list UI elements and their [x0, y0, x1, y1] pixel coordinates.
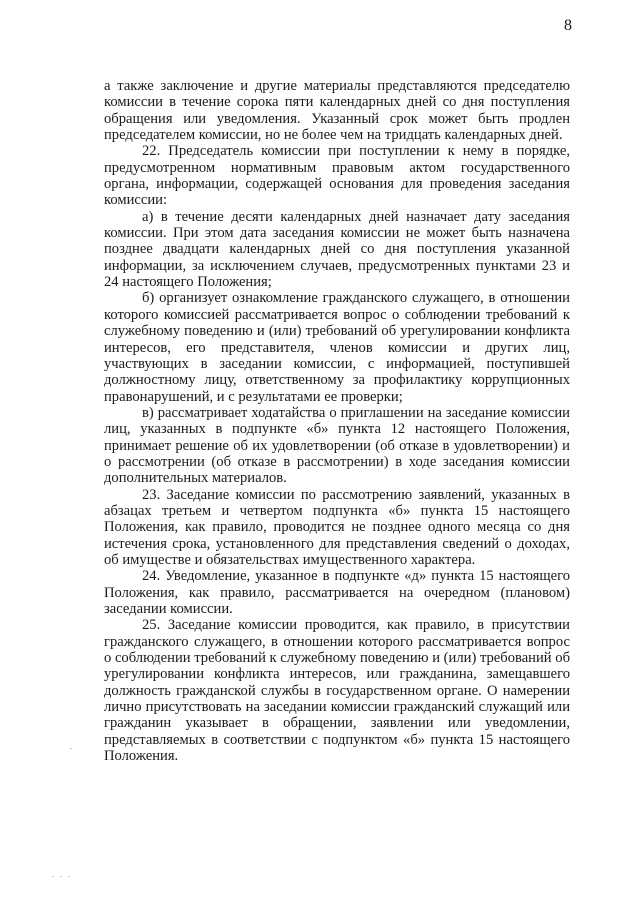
paragraph-subitem-b: б) организует ознакомление гражданского служащего, в отношении которого комиссией рассматривается вопрос о соблюдении требований к служебному поведению и (или) требований об урегулировании конфликта интересов, его представителя, членов комиссии и других лиц, участвующих в заседании комиссии, с информацией, поступившей должностному лицу, ответственному за профилактику коррупционных правонарушений, и с результатами ее проверки;: [104, 290, 570, 405]
paragraph-continuation: а также заключение и другие материалы представляются председателю комиссии в течение сорока пяти календарных дней со дня поступления обращения или уведомления. Указанный срок может быть продлен председателем комиссии, но не более чем на тридцать календарных дней.: [104, 78, 570, 144]
paragraph-item-24: 24. Уведомление, указанное в подпункте «д» пункта 15 настоящего Положения, как правило, рассматривается на очередном (плановом) заседании комиссии.: [104, 568, 570, 617]
document-body: [104, 78, 570, 764]
paragraph-subitem-v: в) рассматривает ходатайства о приглашении на заседание комиссии лиц, указанных в подпункте «б» пункта 12 настоящего Положения, принимает решение об их удовлетворении (об отказе в удовлетворении) и о рассмотрении (об отказе в рассмотрении) в ходе заседания комиссии дополнительных материалов.: [104, 404, 570, 487]
paragraph-item-22: 22. Председатель комиссии при поступлении к нему в порядке, предусмотренном нормативным правовым актом государственного органа, информации, содержащей основания для проведения заседания комиссии:: [104, 143, 570, 209]
scan-speck: [68, 876, 70, 877]
paragraph-item-25: 25. Заседание комиссии проводится, как правило, в присутствии гражданского служащего, в отношении которого рассматривается вопрос о соблюдении требований к служебному поведению и (или) требований об урегулировании конфликта интересов, или гражданина, замещавшего должность гражданской службы в государственном органе. О намерении лично присутствовать на заседании комиссии гражданский служащий или гражданин указывает в обращении, заявлении или уведомлении, представляемых в соответствии с подпунктом «б» пункта 15 настоящего Положения.: [104, 617, 570, 765]
page-number: 8: [564, 17, 572, 34]
paragraph-item-23: 23. Заседание комиссии по рассмотрению заявлений, указанных в абзацах третьем и четвертом подпункта «б» пункта 15 настоящего Положения, как правило, проводится не позднее одного месяца со дня истечения срока, установленного для представления сведений о доходах, об имуществе и обязательствах имущественного характера.: [104, 486, 570, 568]
scan-speck: [52, 876, 54, 877]
paragraph-subitem-a: а) в течение десяти календарных дней назначает дату заседания комиссии. При этом дата заседания комиссии не может быть назначена позднее двадцати календарных дней со дня поступления указанной информации, за исключением случаев, предусмотренных пунктами 23 и 24 настоящего Положения;: [104, 208, 570, 291]
scan-speck: [60, 876, 62, 877]
scan-speck: [70, 748, 72, 749]
